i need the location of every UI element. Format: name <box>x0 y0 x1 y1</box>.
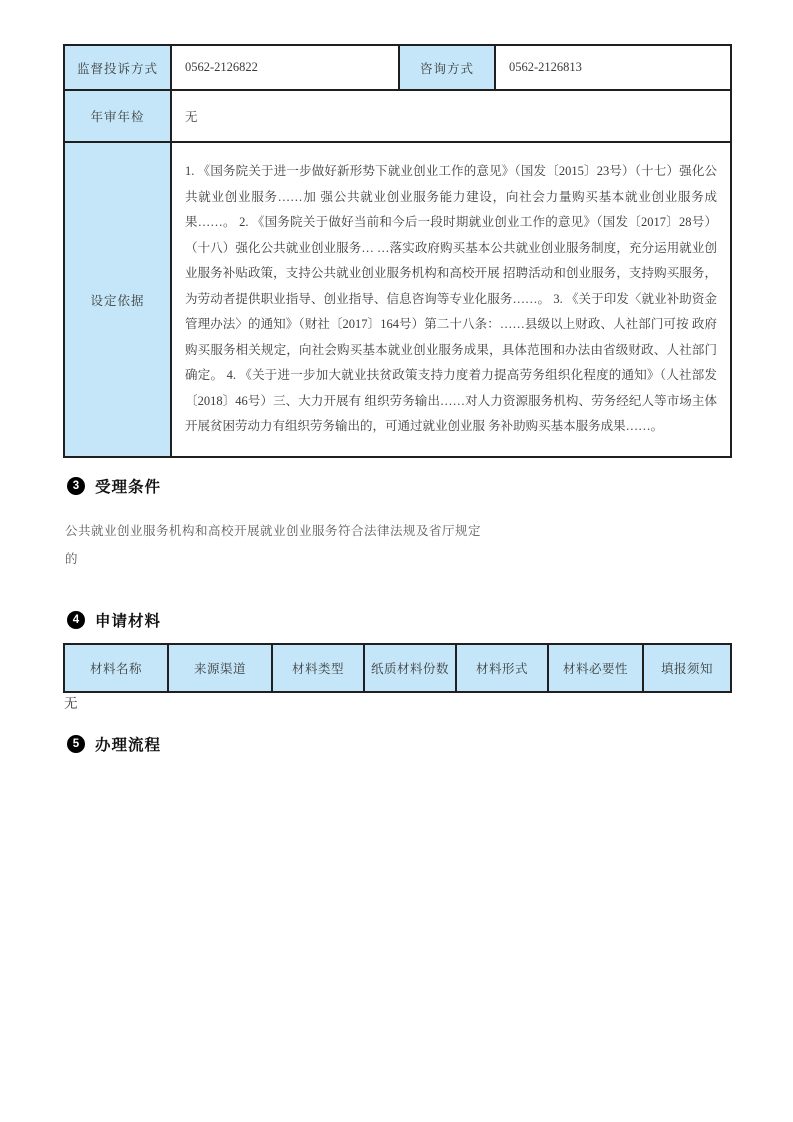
legal-basis-text: 1. 《国务院关于进一步做好新形势下就业创业工作的意见》（国发〔2015〕23号）（十七）强化公共就业创业服务……加 强公共就业创业服务能力建设，向社会力量购买基本就业创业服务成果……。 2. 《国务院关于做好当前和今后一段时期就业创业工作的意见》（国发〔2017〕28号）（十八）强化公共就业创业服务… …落实政府购买基本公共就业创业服务制度，充分运用就业创业服务补贴政策，支持公共就业创业服务机构和高校开展 招聘活动和创业服务，支持购买服务，为劳动者提供职业指导、创业指导、信息咨询等专业化服务……。 3. 《关于印发〈就业补助资金管理办法〉的通知》（财社〔2017〕164号）第二十八条：……县级以上财政、人社部门可按 政府购买服务相关规定，向社会购买基本就业创业服务成果，具体范围和办法由省级财政、人社部门确定。 4. 《关于进一步加大就业扶贫政策支持力度着力提高劳务组织化程度的通知》（人社部发〔2018〕46号）三、大力开展有 组织劳务输出……对人力资源服务机构、劳务经纪人等市场主体开展贫困劳动力有组织劳务输出的，可通过就业创业服 务补助购买基本服务成果……。 <box>171 142 731 457</box>
section-heading-materials <box>67 609 730 631</box>
acceptance-conditions-text <box>65 517 730 573</box>
annual-review-label: 年审年检 <box>64 90 171 142</box>
section-3-badge-icon: 3 <box>67 477 85 495</box>
section-heading-process <box>67 733 730 755</box>
supervision-complaint-label: 监督投诉方式 <box>64 45 171 90</box>
header-filling-notes: 填报须知 <box>643 644 731 692</box>
acceptance-conditions-line2: 的 <box>65 552 79 566</box>
table-row <box>64 90 731 142</box>
annual-review-value: 无 <box>171 90 731 142</box>
header-material-type: 材料类型 <box>272 644 364 692</box>
info-table <box>63 44 732 458</box>
table-row <box>64 45 731 90</box>
materials-table <box>63 643 732 693</box>
header-material-form: 材料形式 <box>456 644 548 692</box>
section-title-acceptance: 受理条件 <box>95 479 162 496</box>
consultation-method-value: 0562-2126813 <box>495 45 731 90</box>
section-4-badge-icon: 4 <box>67 611 85 629</box>
table-row <box>64 142 731 457</box>
header-material-name: 材料名称 <box>64 644 168 692</box>
section-heading-acceptance <box>67 475 730 497</box>
materials-empty-note: 无 <box>64 696 78 711</box>
section-title-process: 办理流程 <box>95 737 162 754</box>
supervision-complaint-value: 0562-2126822 <box>171 45 399 90</box>
header-paper-copies: 纸质材料份数 <box>364 644 456 692</box>
legal-basis-label: 设定依据 <box>64 142 171 457</box>
consultation-method-label: 咨询方式 <box>399 45 495 90</box>
materials-header-row <box>64 644 731 692</box>
header-source-channel: 来源渠道 <box>168 644 272 692</box>
header-material-necessity: 材料必要性 <box>548 644 643 692</box>
section-title-materials: 申请材料 <box>95 613 162 630</box>
acceptance-conditions-line1: 公共就业创业服务机构和高校开展就业创业服务符合法律法规及省厅规定 <box>65 524 482 538</box>
section-5-badge-icon: 5 <box>67 735 85 753</box>
